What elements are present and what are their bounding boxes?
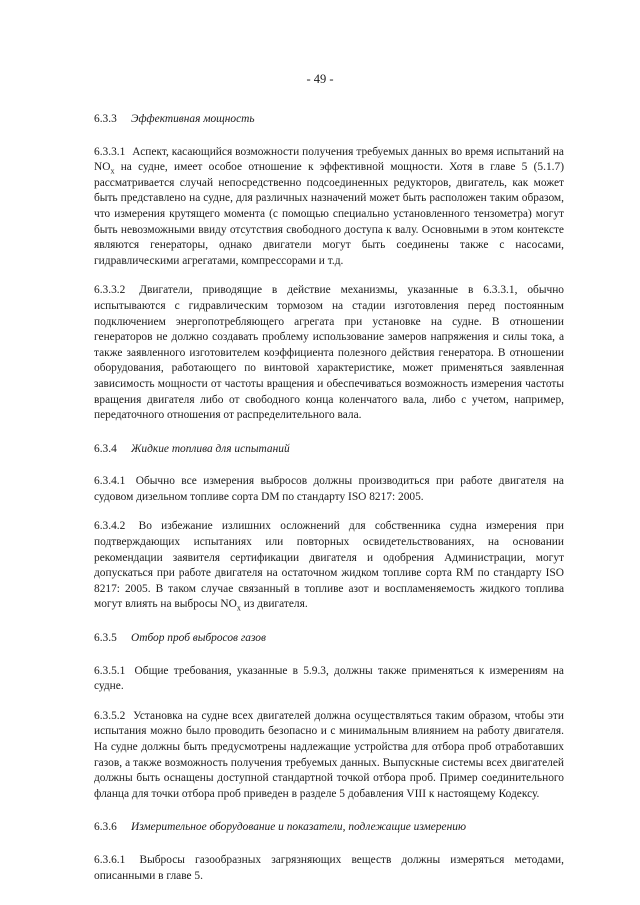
section-heading-6-3-4 <box>94 442 564 458</box>
subscript: x <box>110 166 115 176</box>
paragraph-text: Общие требования, указанные в 5.9.3, должны также применяться к измерениям на судне. <box>94 664 564 693</box>
paragraph-number: 6.3.5.1 <box>94 664 126 677</box>
paragraph-text-part: Аспект, касающийся возможности получения требуемых данных во время испытаний на NO <box>94 145 564 174</box>
paragraph-number: 6.3.4.1 <box>94 475 126 488</box>
page-number: - 49 - <box>306 72 334 86</box>
section-title: Эффективная мощность <box>131 113 255 125</box>
section-title: Жидкие топлива для испытаний <box>131 442 290 455</box>
paragraph-number: 6.3.3.2 <box>94 284 126 297</box>
section-number: 6.3.4 <box>94 442 117 455</box>
paragraph-6-3-4-1 <box>94 474 564 505</box>
section-heading-6-3-6 <box>94 820 564 836</box>
paragraph-6-3-5-1 <box>94 664 564 695</box>
paragraph-text: Двигатели, приводящие в действие механизмы, указанные в 6.3.3.1, обычно испытываются с гидравлическим тормозом на стадии изготовления перед постоянным подключением энергопотребляющего агрегата при установке на судне. В отношении генераторов не должно создавать проблему использование замеров напряжения и силы тока, а также заявленного изготовителем коэффициента полезного действия генератора. В отношении оборудования, работающего по винтовой характеристике, может применяться заявленная зависимость мощности от частоты вращения и обеспечиваться возможность измерения частоты вращения двигателя либо от свободного конца коленчатого вала, либо с учетом, например, передаточного отношения от распределительного вала. <box>94 284 564 422</box>
paragraph-6-3-5-2 <box>94 709 564 803</box>
section-number: 6.3.3 <box>94 113 117 125</box>
paragraph-6-3-4-2 <box>94 519 564 613</box>
section-heading-6-3-5 <box>94 631 564 647</box>
paragraph-text-part: Во избежание излишних осложнений для собственника судна измерения при подтверждающих испытаниях или повторных освидетельствованиях, на основании рекомендации заявителя сертификации двигателя и одобрения Администрации, могут допускаться при работе двигателя на остаточном жидком топливе сорта RM по стандарту ISO 8217: 2005. В таком случае связанный в топливе азот и воспламеняемость жидкого топлива могут влиять на выбросы NO <box>94 520 564 611</box>
paragraph-6-3-3-1 <box>94 145 564 270</box>
section-number: 6.3.5 <box>94 632 117 645</box>
paragraph-text: Обычно все измерения выбросов должны производиться при работе двигателя на судовом дизельном топливе сорта DM по стандарту ISO 8217: 2005. <box>94 475 564 503</box>
section-title: Отбор проб выбросов газов <box>131 632 266 645</box>
paragraph-number: 6.3.3.1 <box>94 145 126 158</box>
section-heading-6-3-3 <box>94 112 564 128</box>
paragraph-text-part: на судне, имеет особое отношение к эффективной мощности. Хотя в главе 5 (5.1.7) рассматривается случай непосредственно подсоединенных редукторов, двигатель, как может быть представлено на судне, для различных назначений может быть расположен таким образом, что измерения крутящего момента (с помощью специально установленного тензометра) могут быть невозможными ввиду отсутствия свободного доступа к валу. Основными в этом контексте являются генераторы, однако двигатели могут быть соединены также с насосами, гидравлическими агрегатами, компрессорами и т.д. <box>94 161 564 267</box>
paragraph-number: 6.3.6.1 <box>94 853 126 866</box>
section-number: 6.3.6 <box>94 821 117 834</box>
section-title: Измерительное оборудование и показатели, подлежащие измерению <box>131 821 466 834</box>
paragraph-text: Выбросы газообразных загрязняющих веществ должны измеряться методами, описанными в главе 5. <box>94 853 564 882</box>
subscript: x <box>236 603 241 613</box>
paragraph-text-part: из двигателя. <box>240 598 308 611</box>
paragraph-text: Установка на судне всех двигателей должна осуществляться таким образом, чтобы эти испытания можно было проводить безопасно и с минимальным влиянием на работу двигателя. На судне должны быть предусмотрены надлежащие устройства для отбора проб отработавших газов, а также возможность получения требуемых данных. Выпускные системы всех двигателей должны быть оснащены доступной стандартной точкой отбора проб. Пример соединительного фланца для точки отбора проб приведен в разделе 5 добавления VIII к настоящему Кодексу. <box>94 709 564 800</box>
paragraph-number: 6.3.5.2 <box>94 709 126 722</box>
paragraph-6-3-6-1 <box>94 853 564 884</box>
document-body <box>94 112 564 898</box>
paragraph-number: 6.3.4.2 <box>94 520 126 533</box>
paragraph-6-3-3-2 <box>94 283 564 423</box>
